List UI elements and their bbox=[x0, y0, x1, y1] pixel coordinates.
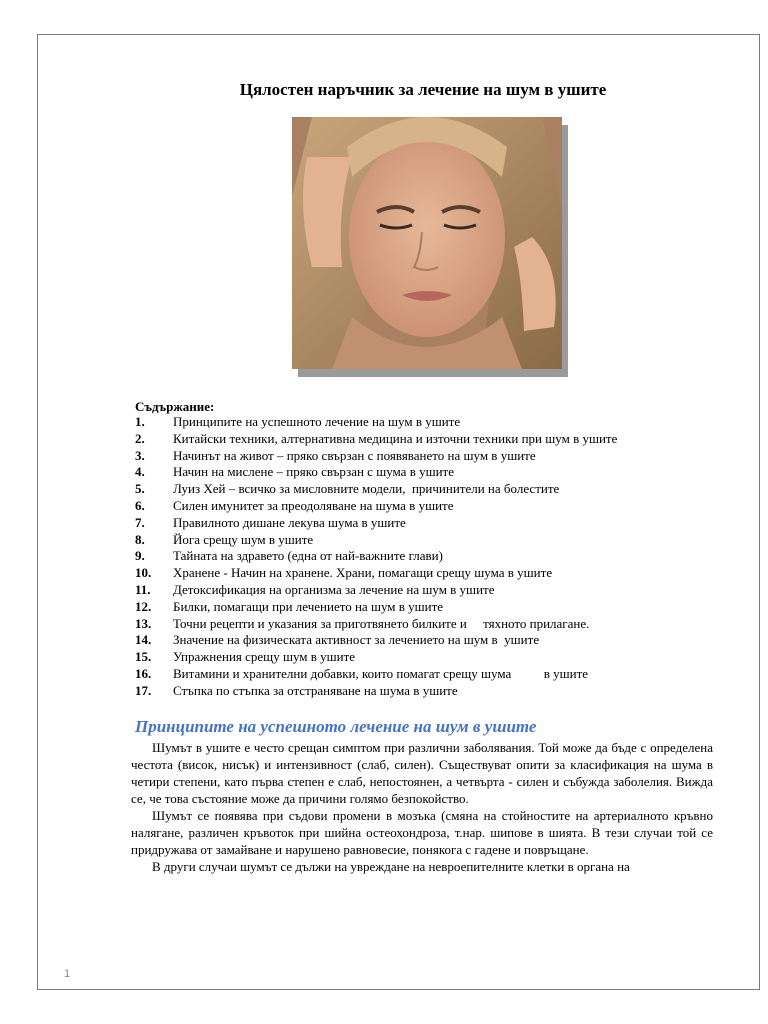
toc-item[interactable] bbox=[135, 498, 617, 515]
toc-item-number: 3. bbox=[135, 447, 145, 463]
page-number: 1 bbox=[64, 968, 71, 980]
toc-item[interactable] bbox=[135, 632, 617, 649]
body-paragraph: Шумът се появява при съдови промени в мозъка (смяна на стойностите на артериалното кръвно налягане, различен кръвоток при шийна остеохондроза, т.нар. шипове в шията. В тези случаи той се придружава от замайване и нарушено равновесие, понякога с гадене и повръщане. bbox=[131, 808, 713, 857]
toc-item-text: Начин на мислене – пряко свързан с шума в ушите bbox=[173, 464, 454, 480]
toc-item[interactable] bbox=[135, 616, 617, 633]
toc-item-text: Билки, помагащи при лечението на шум в ушите bbox=[173, 598, 444, 614]
toc-item-number: 11. bbox=[135, 581, 151, 597]
toc-item[interactable] bbox=[135, 548, 617, 565]
toc-item[interactable] bbox=[135, 649, 617, 666]
toc-item-number: 1. bbox=[135, 414, 145, 429]
toc-item[interactable] bbox=[135, 565, 617, 582]
toc-item[interactable] bbox=[135, 481, 617, 498]
toc-item-number: 15. bbox=[135, 649, 152, 665]
toc-item[interactable] bbox=[135, 431, 617, 448]
toc-item[interactable] bbox=[135, 666, 617, 683]
toc-item-number: 6. bbox=[135, 497, 145, 513]
toc-item-text: Хранене - Начин на хранене. Храни, помагащи срещу шума в ушите bbox=[173, 565, 553, 581]
toc-item-text: Витамини и хранителни добавки, които помагат срещу шума в ушите bbox=[173, 665, 589, 681]
toc-item-number: 17. bbox=[135, 682, 152, 698]
toc-item-text: Значение на физическата активност за лечението на шум в ушите bbox=[173, 632, 540, 648]
toc-item[interactable] bbox=[135, 532, 617, 549]
toc-item[interactable] bbox=[135, 515, 617, 532]
body-paragraph: В други случаи шумът се дължи на увреждане на невроепителните клетки в органа на bbox=[152, 859, 630, 874]
section-body bbox=[131, 739, 713, 875]
toc-item-text: Китайски техники, алтернативна медицина и източни техники при шум в ушите bbox=[173, 430, 618, 446]
document-title: Цялостен наръчник за лечение на шум в ушите bbox=[239, 80, 607, 99]
toc-item[interactable] bbox=[135, 414, 617, 431]
toc-item-text: Точни рецепти и указания за приготвянето билките и тяхното прилагане. bbox=[173, 615, 590, 631]
toc-item[interactable] bbox=[135, 683, 617, 700]
toc-heading: Съдържание: bbox=[135, 399, 215, 414]
section-heading: Принципите на успешното лечение на шум в ушите bbox=[135, 717, 537, 736]
toc-item-number: 10. bbox=[135, 565, 152, 581]
photo-illustration bbox=[292, 117, 562, 369]
toc-item[interactable] bbox=[135, 599, 617, 616]
toc-item-number: 16. bbox=[135, 665, 152, 681]
toc-item-number: 14. bbox=[135, 632, 152, 648]
toc-item-number: 13. bbox=[135, 615, 152, 631]
toc-item[interactable] bbox=[135, 582, 617, 599]
toc-item-text: Принципите на успешното лечение на шум в ушите bbox=[173, 414, 461, 429]
toc-item[interactable] bbox=[135, 448, 617, 465]
toc-item[interactable] bbox=[135, 464, 617, 481]
table-of-contents bbox=[135, 414, 617, 700]
woman-covering-ears-photo bbox=[292, 117, 562, 369]
toc-item-text: Йога срещу шум в ушите bbox=[173, 531, 314, 547]
toc-item-text: Детоксификация на организма за лечение на шум в ушите bbox=[173, 581, 495, 597]
toc-item-text: Правилното дишане лекува шума в ушите bbox=[173, 514, 406, 530]
toc-item-number: 9. bbox=[135, 548, 145, 564]
toc-item-text: Силен имунитет за преодоляване на шума в ушите bbox=[173, 497, 454, 513]
toc-item-number: 5. bbox=[135, 481, 145, 497]
toc-item-number: 8. bbox=[135, 531, 145, 547]
toc-item-number: 4. bbox=[135, 464, 145, 480]
toc-item-text: Тайната на здравето (една от най-важните глави) bbox=[173, 548, 443, 564]
toc-item-text: Стъпка по стъпка за отстраняване на шума в ушите bbox=[173, 682, 458, 698]
toc-item-text: Упражнения срещу шум в ушите bbox=[173, 649, 356, 665]
toc-item-number: 12. bbox=[135, 598, 152, 614]
photo-frame bbox=[292, 117, 571, 379]
toc-item-text: Луиз Хей – всичко за мисловните модели, причинители на болестите bbox=[173, 481, 560, 497]
toc-item-number: 2. bbox=[135, 430, 145, 446]
toc-item-number: 7. bbox=[135, 514, 145, 530]
body-paragraph: Шумът в ушите е често срещан симптом при различни заболявания. Той може да бъде с определена честота (висок, нисък) и интензивност (слаб, силен). Съществуват опити за класификация на шума в четири степени, като първа степен е слаб, непостоянен, а четвърта - силен и събужда заболелия. Вижда се, че това състояние може да причини голямо безпокойство. bbox=[131, 740, 713, 806]
toc-item-text: Начинът на живот – пряко свързан с появяването на шум в ушите bbox=[173, 447, 536, 463]
